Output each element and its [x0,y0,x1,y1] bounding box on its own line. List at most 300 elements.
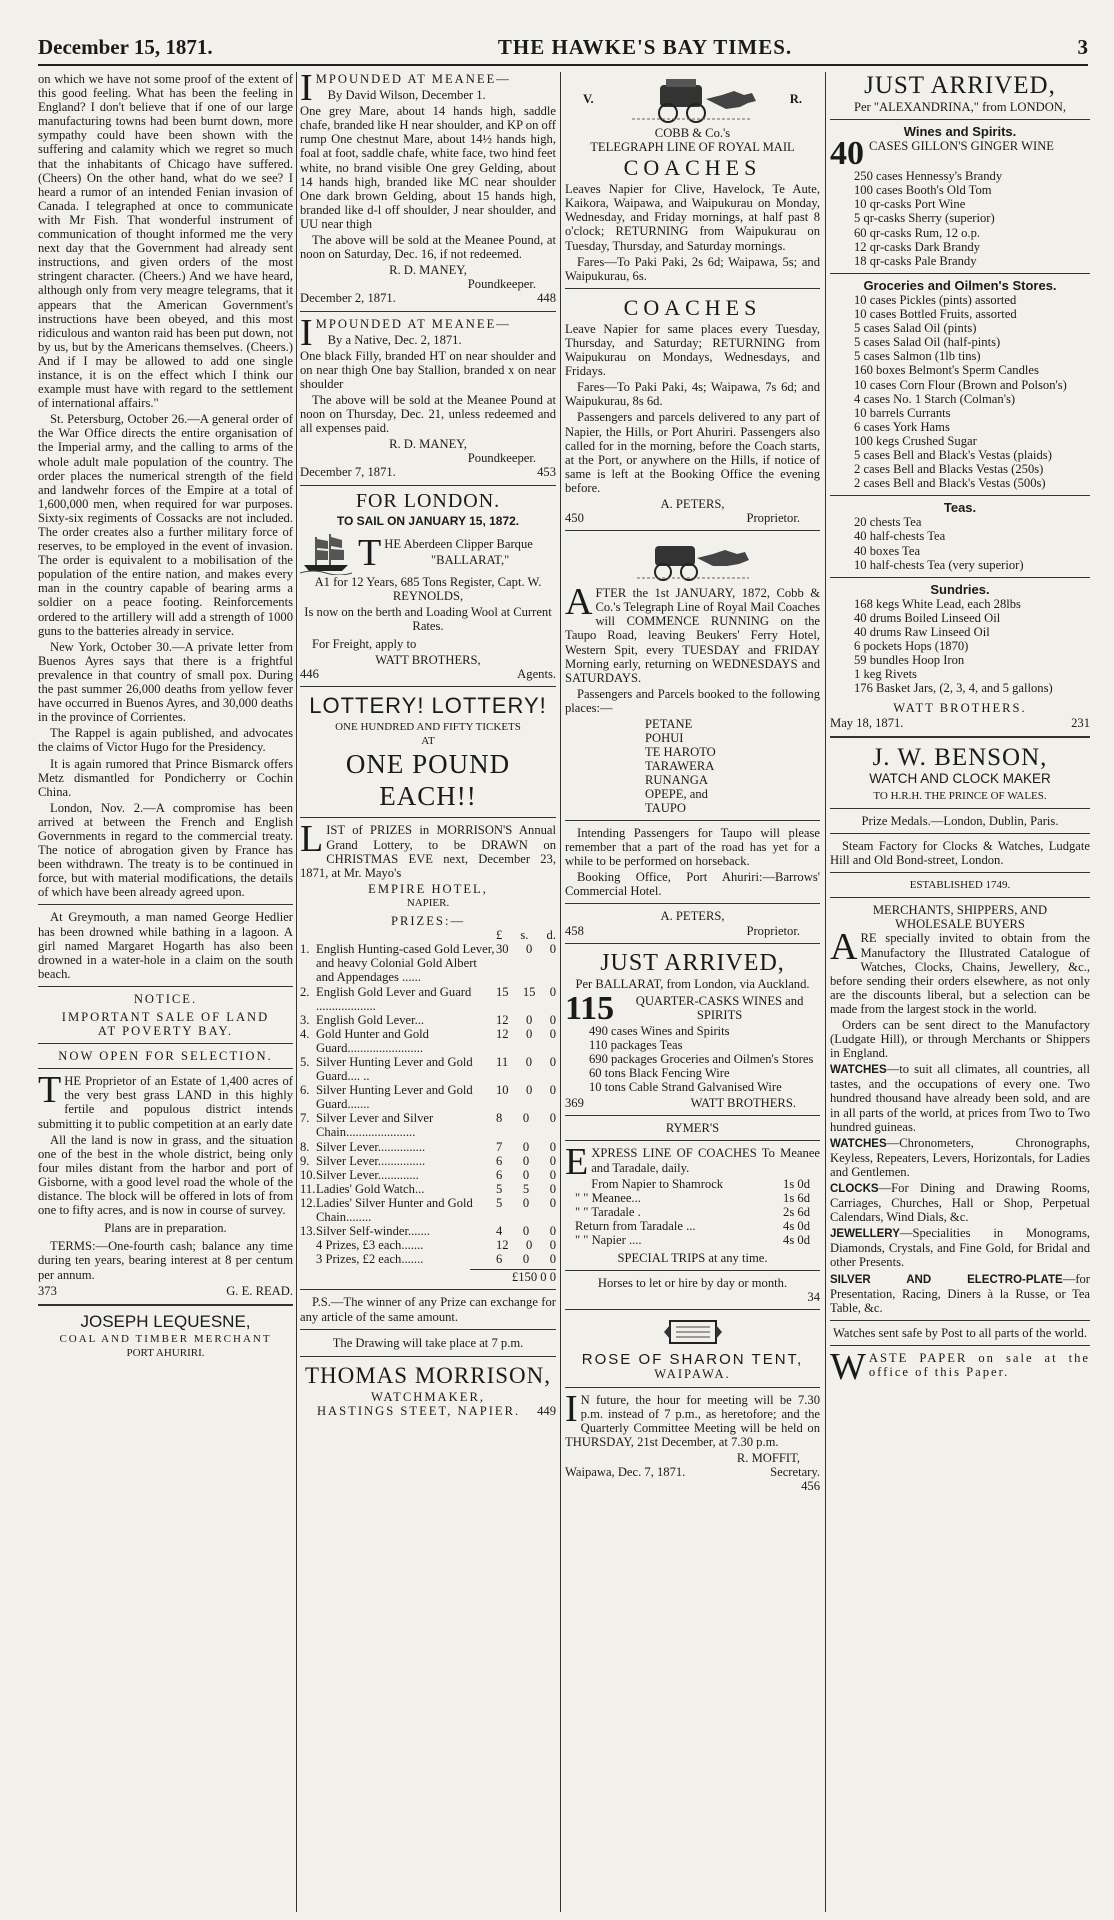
sundry-item: 59 bundles Hoop Iron [854,653,965,668]
divider [38,904,293,905]
pence-header: d. [546,928,556,943]
terms-paragraph: TERMS:—One-fourth cash; balance any time during ten years, bearing interest at 8 per centum per annum. [38,1239,293,1282]
prize-value [496,1027,556,1055]
ad-number: 373 [38,1283,57,1298]
coach-icon [633,536,753,582]
divider [830,273,1090,274]
coach-schedule: Leave Napier for same places every Tuesday, Thursday, and Saturday; RETURNING from Waipukurau on Mondays, Wednesdays, and Fridays. [565,321,820,379]
royal-appointment: TO H.R.H. THE PRINCE OF WALES. [873,789,1047,802]
divider [565,530,820,531]
just-arrived-heading: JUST ARRIVED, [864,72,1056,99]
benson-item-key: WATCHES [830,1137,887,1150]
route-row [591,1177,810,1191]
column-rule [825,72,826,1912]
wine-item: 10 qr-casks Port Wine [854,197,966,212]
signature: R. D. MANEY, [389,437,467,452]
route-fare: 1s 0d [783,1176,810,1191]
lottery-ps: P.S.—The winner of any Prize can exchange for any article of the same amount. [300,1295,556,1324]
impound-sale: The above will be sold at the Meanee Pound at noon on Thursday, Dec. 21, unless redeemed and all expenses paid. [300,392,556,436]
benson-item-text: —Specialities in Monograms, Diamonds, Crystals, and Fine Gold, for Bridal and other Presents. [830,1226,1090,1270]
prize-shillings: 0 [522,1224,530,1239]
groceries-heading: Groceries and Oilmen's Stores. [863,277,1057,293]
grocery-item: 10 cases Corn Flour (Brown and Polson's) [854,377,1067,392]
sundry-item: 40 drums Raw Linseed Oil [854,625,990,639]
article-paragraph: London, Nov. 2.—A compromise has been arrived at between the French and English Governments in regard to the commercial treaty. The notice of abrogation given by France has been withdrawn. The treaty is to be continued in force, but with material modifications, the details of which have been already agreed upon. [38,800,293,900]
benson-trade: WATCH AND CLOCK MAKER [869,770,1051,786]
benson-item [830,1181,1090,1224]
prize-pence: 0 [549,1139,556,1154]
column-rule [296,72,297,1912]
royal-initial: R. [789,91,802,106]
benson-item-key: JEWELLERY [830,1228,900,1241]
lottery-tickets: ONE HUNDRED AND FIFTY TICKETS [335,721,521,734]
merchants-heading: MERCHANTS, SHIPPERS, AND [872,903,1048,918]
prize-value [496,1196,556,1224]
drop-cap: A [565,581,593,624]
lottery-list-intro: IST of PRIZES in MORRISON'S Annual Grand Lottery, to be DRAWN on CHRISTMAS EVE next, December 23, 1871, at Mr. Mayo's [300,823,556,880]
prize-shillings: 0 [526,1012,533,1027]
benson-item-text: —For Dining and Drawing Rooms, Carriages, Churches, Hall or Shop, Perpetual Calendars, Wind Dials, &c. [830,1181,1090,1225]
goods-item: 60 tons Black Fencing Wire [589,1066,730,1081]
town-list [565,717,820,815]
column-4 [830,72,1090,1912]
booking-office: Booking Office, Port Ahuriri:—Barrows' Commercial Hotel. [565,870,820,899]
prizes-heading: PRIZES:— [390,914,466,929]
route-fares [565,1177,820,1247]
ship-icon [300,531,352,575]
prize-pounds: 15 [496,984,509,999]
divider [565,820,820,821]
goods-item: 10 tons Cable Strand Galvanised Wire [589,1080,782,1095]
sundry-item: 1 keg Rivets [854,667,917,682]
column-3 [565,72,820,1912]
prize-row [300,1154,556,1168]
divider [300,1329,556,1330]
impound-heading: MPOUNDED AT MEANEE— [315,316,511,331]
prize-value [496,1154,556,1168]
tea-item: 10 half-chests Tea (very superior) [854,557,1024,572]
prize-shillings: 0 [522,1252,530,1267]
prize-pence: 0 [549,1153,556,1168]
prize-pounds: 7 [496,1139,503,1154]
prize-pounds: 6 [496,1153,503,1168]
column-rule [560,72,561,1912]
merchant-location: PORT AHURIRI. [126,1346,205,1359]
wines-heading: Wines and Spirits. [903,124,1017,140]
drop-cap: E [565,1141,589,1184]
express-line: XPRESS LINE OF COACHES To Meanee and Taradale, daily. [591,1146,820,1175]
grocery-list [830,293,1090,490]
prize-shillings: 0 [526,942,533,957]
plans-note: Plans are in preparation. [104,1221,227,1236]
route-name: " " Napier .... [575,1232,642,1247]
coach-fares: Fares—To Paki Paki, 2s 6d; Waipawa, 5s; and Waipukurau, 6s. [565,254,820,283]
gillon-wine: CASES GILLON'S GINGER WINE [869,139,1054,154]
prize-description: English Gold Lever... [316,1012,425,1027]
impound-by: By David Wilson, December 1. [327,88,486,103]
freight-apply: For Freight, apply to [312,637,417,651]
divider [830,1345,1090,1346]
divider [300,1289,556,1290]
route-name: " " Taradale . [575,1204,641,1219]
wine-item: 250 cases Hennessy's Brandy [854,169,1003,184]
prize-number: 10. [300,1167,316,1182]
selection-heading: NOW OPEN FOR SELECTION. [58,1049,273,1064]
divider [565,1309,820,1310]
coach-parcels: Passengers and parcels delivered to any part of Napier, the Hills, or Port Ahuriri. Passengers also called for in the morning, before the Coach starts, at the Port, or anywhere on the Hills, if notice of same is left at the Booking Office the evening before. [565,410,820,495]
sale-heading: AT POVERTY BAY. [97,1024,234,1039]
divider [300,686,556,687]
watchmaker-trade: WATCHMAKER, [370,1389,485,1404]
article-paragraph: It is again rumored that Prince Bismarck offers Metz dismantled for Pondicherry or Cochin China. [38,756,293,799]
agent-name: WATT BROTHERS. [690,1096,796,1111]
route-row [575,1219,810,1233]
prize-pounds: 12 [496,1012,509,1027]
signature-role: Proprietor. [746,511,800,526]
prize-pence: 0 [549,1195,556,1210]
prize-value [496,985,556,1013]
prize-medals: Prize Medals.—London, Dublin, Paris. [861,813,1059,828]
prize-value [496,1013,556,1027]
drop-cap: L [300,818,324,861]
tea-list [830,515,1090,571]
lottery-price: ONE POUND EACH!! [345,749,511,812]
benson-item-text: —Chronometers, Chronographs, Keyless, Repeaters, Levers, Horizontals, for Ladies and Gentlemen. [830,1135,1090,1179]
impound-heading: MPOUNDED AT MEANEE— [315,72,511,86]
merchant-name: JOSEPH LEQUESNE, [80,1311,251,1331]
article-paragraph: New York, October 30.—A private letter from Buenos Ayres says that there is a frightful prevalence in that country of small pox. During the past summer 26,000 deaths from yellow fever have occurred in Buenos Ayres, and 30,000 deaths in the province of Corrientes. [38,639,293,725]
prize-shillings: 0 [526,1083,533,1098]
drop-cap: I [300,311,313,354]
prize-shillings: 15 [522,984,536,999]
grocery-item: 6 cases York Hams [854,419,950,434]
wine-item: 60 qr-casks Rum, 12 o.p. [854,225,981,240]
prize-pence: 0 [549,942,556,957]
wine-item: 18 qr-casks Pale Brandy [854,253,977,268]
hotel-town: NAPIER. [406,896,450,909]
benson-item-key: WATCHES [830,1064,887,1077]
prize-number: 11. [300,1181,316,1196]
divider [830,808,1090,809]
ship-loading: Is now on the berth and Loading Wool at Current Rates. [304,604,552,633]
prize-shillings: 0 [525,1054,533,1069]
prize-description: English Gold Lever and Guard ................... [316,984,472,1013]
prize-pounds: 12 [496,1238,509,1253]
prize-number: 2. [300,984,310,999]
ad-number: 450 [565,511,584,526]
drop-cap: T [358,531,382,574]
signature-role: Poundkeeper. [467,277,536,292]
ad-date: May 18, 1871. [830,715,904,730]
grocery-item: 2 cases Bell and Black's Vestas (500s) [854,476,1046,491]
prize-pounds: 8 [496,1111,503,1126]
benson-item [830,1226,1090,1269]
prize-pence: 0 [549,1012,556,1027]
post-notice: Watches sent safe by Post to all parts of the world. [833,1325,1087,1340]
ship-details: A1 for 12 Years, 685 Tons Register, Capt. W. REYNOLDS, [314,574,542,603]
shillings-header: s. [520,928,529,943]
wine-list [830,169,1090,268]
cask-count: 115 [565,993,615,1024]
divider [830,736,1090,738]
ship-source: Per BALLARAT, from London, via Auckland. [575,976,810,991]
divider [565,943,820,944]
prize-number [300,1252,316,1266]
grocery-item: 2 cases Bell and Blacks Vestas (250s) [854,462,1044,477]
prize-description: Silver Lever............. [316,1167,419,1182]
sundry-item: 176 Basket Jars, (2, 3, 4, and 5 gallons) [854,681,1053,696]
prize-list [300,942,556,1266]
grocery-item: 10 cases Bottled Fruits, assorted [854,307,1017,322]
prize-pounds: 6 [496,1252,503,1267]
page-number: 3 [1077,35,1088,59]
benson-item-text: —for Presentation, Racing, Diners à la Russe, or Tea Table, &c. [830,1271,1090,1315]
article-paragraph: St. Petersburg, October 26.—A general order of the War Office directs the entire organisation of the Imperial army, and the calling to arms of the whole adult male population of the country. The order places the numerical strength of the field and landwehr forces of the Empire at a total of 1,600,000 men, when required for war purposes. Sixty-six regiments of Cossacks are not included. The order creates also a further military force of reserves, to be employed in the event of invasion. The order is equivalent to a mobilisation of the population of the entire nation, and makes every man in the country capable of bearing arms a soldier on a peace footing. Reinforcements ordered to the artillery will add a strength of 1000 guns to the batteries already in service. [38,412,293,638]
ad-number: 453 [537,465,556,480]
ad-number: 458 [565,923,584,938]
divider [565,1270,820,1271]
ship-intro: HE Aberdeen Clipper Barque [384,536,533,551]
prize-row [300,1013,556,1027]
ad-date: Waipawa, Dec. 7, 1871. [565,1465,686,1479]
divider [38,1304,293,1306]
ad-number: 446 [300,667,319,682]
signature: R. MOFFIT, [736,1450,800,1465]
benson-name: J. W. BENSON, [872,743,1048,771]
impound-by: By a Native, Dec. 2, 1871. [327,332,462,347]
prize-row [300,1168,556,1182]
signature: G. E. READ. [226,1283,293,1298]
prize-shillings: 0 [522,1111,530,1126]
prize-pence: 0 [549,1238,556,1253]
prize-pence: 0 [549,1111,556,1126]
prize-shillings: 0 [522,1139,530,1154]
prize-number: 5. [300,1054,310,1069]
horses-notice: Horses to let or hire by day or month. [597,1276,788,1291]
benson-item-key: SILVER AND ELECTRO-PLATE [830,1273,1063,1286]
divider [300,485,556,486]
coaches-heading: COACHES [623,155,762,181]
town-item: POHUI [645,731,684,745]
prize-pence: 0 [549,1026,556,1041]
sundry-item: 6 pockets Hops (1870) [854,639,969,654]
prize-row [300,942,556,984]
prize-description: 4 Prizes, £3 each....... [316,1238,424,1253]
prize-row [300,1252,556,1266]
drop-cap: I [300,72,313,109]
divider [38,1068,293,1069]
prize-description: Silver Hunting Lever and Gold Guard....... [316,1083,473,1112]
signature: A. PETERS, [660,496,725,511]
impound-sale: The above will be sold at the Meanee Pound, at noon on Saturday, Dec. 16, if not redeemed. [300,233,556,262]
town-item: RUNANGA [645,773,708,787]
drawing-time: The Drawing will take place at 7 p.m. [332,1335,524,1350]
sundry-list [830,597,1090,696]
grocery-item: 10 cases Pickles (pints) assorted [854,292,1017,307]
grocery-item: 160 boxes Belmont's Sperm Candles [854,363,1039,378]
wine-item: 5 qr-casks Sherry (superior) [854,211,995,226]
prize-description: Gold Hunter and Gold Guard........................ [316,1026,429,1055]
divider [38,1043,293,1044]
lottery-at: AT [421,735,435,748]
tent-location: WAIPAWA. [654,1367,731,1382]
benson-item [830,1062,1090,1133]
tea-item: 40 half-chests Tea [854,529,946,544]
route-name: " " Meanee... [575,1190,641,1205]
taupo-notice: FTER the 1st JANUARY, 1872, Cobb & Co.'s Telegraph Line of Royal Mail Coaches will COMMENCE RUNNING on the Taupo Road, leaving Beukers' Ferry Hotel, Western Spit, every TUESDAY and FRIDAY Morning early, returning on WEDNESDAYS and SATURDAYS. [565,586,820,685]
signature-role: Poundkeeper. [467,451,536,466]
route-row [575,1205,810,1219]
agent-role: Agents. [517,667,556,682]
prize-pence: 0 [549,1181,556,1196]
prize-value [496,1140,556,1154]
rymer-heading: RYMER'S [665,1121,720,1136]
prize-shillings: 0 [526,1026,533,1041]
prize-value [496,1224,556,1238]
prize-description: Silver Lever............... [316,1139,426,1154]
sail-date: TO SAIL ON JANUARY 15, 1872. [336,513,520,528]
waste-paper-notice: ASTE PAPER on sale at the office of this Paper. [868,1350,1090,1380]
sale-heading: IMPORTANT SALE OF LAND [61,1010,270,1024]
ad-number: 448 [537,291,556,306]
catalogue-notice: RE specially invited to obtain from the Manufactory the Illustrated Catalogue of Watches, Clocks, Chains, Jewellery, &c., before sending their orders elsewhere, as not only are the discounts liberal, but a selection can be made from the largest stock in the world. [830,931,1090,1016]
masthead [38,36,1088,66]
grocery-item: 100 kegs Crushed Sugar [854,433,977,448]
ship-source: Per "ALEXANDRINA," from LONDON, [853,100,1067,114]
article-paragraph: At Greymouth, a man named George Hedlier has been drowned while bathing in a lagoon. A girl named Margaret Hogarth has also been drowned in a water-hole in a claim on the south beach. [38,910,293,981]
divider [830,872,1090,873]
sundry-item: 168 kegs White Lead, each 28lbs [854,596,1021,611]
grocery-item: 5 cases Salmon (1lb tins) [854,349,981,364]
prize-value [496,1111,556,1139]
divider [830,119,1090,120]
benson-item [830,1136,1090,1179]
prize-value [496,1168,556,1182]
benson-items [830,1062,1090,1315]
drop-cap: T [38,1069,62,1112]
prize-row [300,1182,556,1196]
booked-places: Passengers and Parcels booked to the following places:— [565,686,820,715]
prize-number: 12. [300,1195,316,1210]
prize-pence: 0 [549,1083,556,1098]
town-item: TAUPO [645,801,686,815]
hotel-name: EMPIRE HOTEL, [368,881,488,896]
route-fare: 2s 6d [783,1204,810,1219]
case-count: 40 [830,139,864,170]
prize-pounds: 12 [496,1026,509,1041]
prize-pence: 0 [549,984,556,999]
divider [830,495,1090,496]
wine-item: 100 cases Booth's Old Tom [854,183,992,198]
prize-description: 3 Prizes, £2 each....... [316,1252,424,1267]
signature-role: Secretary. [770,1465,820,1479]
lottery-heading: LOTTERY! LOTTERY! [309,693,547,719]
route-fare: 1s 6d [783,1190,810,1205]
tea-item: 20 chests Tea [854,515,922,530]
ad-number: 369 [565,1096,584,1111]
prize-description: English Hunting-cased Gold Lever, and heavy Colonial Gold Albert and Appendages ...... [316,942,495,985]
impound-body: One black Filly, branded HT on near shoulder and on near thigh One bay Stallion, branded x on near shoulder [300,348,556,391]
grocery-item: 4 cases No. 1 Starch (Colman's) [854,391,1016,406]
prize-value [496,942,556,984]
prize-description: Silver Self-winder....... [316,1224,431,1239]
grocery-item: 5 cases Bell and Black's Vestas (plaids) [854,447,1052,462]
prize-total: £150 0 0 [470,1269,556,1284]
tea-item: 40 boxes Tea [854,543,921,558]
prize-value [496,1083,556,1111]
ad-date: December 7, 1871. [300,465,396,480]
prize-pounds: 5 [496,1195,503,1210]
divider [300,311,556,312]
ad-number: 449 [537,1403,556,1418]
divider [565,1387,820,1388]
prize-row [300,1083,556,1111]
prize-value [496,1252,556,1266]
prize-number: 13. [300,1224,316,1239]
article-paragraph: The Rappel is again published, and advocates the claims of Victor Hugo for the Presidency. [38,726,293,755]
divider [38,986,293,987]
ad-number: 34 [807,1290,820,1305]
telegraph-line: TELEGRAPH LINE OF ROYAL MAIL [590,140,795,155]
goods-list [565,1024,820,1094]
prize-pounds: 4 [496,1224,503,1239]
benson-item [830,1272,1090,1315]
ornament-icon [662,1315,724,1349]
prize-row [300,1224,556,1238]
divider [565,1115,820,1116]
ad-paragraph: HE Proprietor of an Estate of 1,400 acres of the very best grass LAND in this highly fertile and populous district intends submitting it to public competition at an early date [38,1074,293,1131]
newspaper-title: THE HAWKE'S BAY TIMES. [497,35,793,59]
impound-body: One grey Mare, about 14 hands high, saddle chafe, branded like H near shoulder, and KP on off rump One chestnut Mare, about 14½ hands high, foal at foot, saddle chafe, white face, two hind feet white, no brand visible One grey Gelding, about 14 hands high, branded like MC near shoulder One dark brown Gelding, about 15 hands high, branded like d-l off shoulder, J near shoulder, and UU near thigh [300,104,556,231]
teas-heading: Teas. [943,500,977,516]
coach-fares: Fares—To Paki Paki, 4s; Waipawa, 7s 6d; and Waipukurau, 8s 6d. [565,380,820,409]
divider [830,1320,1090,1321]
benson-item-text: —to suit all climates, all countries, all tastes, and the occupations of every one. Two hundred thousand have already been sold, and are in all parts of the world, at prices from Two to Two hundred guineas. [830,1062,1090,1134]
grocery-item: 5 cases Salad Oil (half-pints) [854,335,1001,350]
town-item: TE HAROTO [645,745,716,759]
prize-description: Silver Lever and Silver Chain...................... [316,1111,434,1140]
prize-description: Silver Hunting Lever and Gold Guard.... .. [316,1054,473,1084]
prize-pence: 0 [549,1252,556,1267]
prize-pounds: 5 [496,1181,503,1196]
route-fare: 4s 0d [783,1218,810,1233]
wine-item: 12 qr-casks Dark Brandy [854,239,980,254]
prize-shillings: 0 [522,1195,530,1210]
ad-number: 456 [801,1479,820,1494]
sundry-item: 40 drums Boiled Linseed Oil [854,610,1001,625]
cobb-title: COBB & Co.'s [654,126,731,140]
route-fare: 4s 0d [783,1232,810,1247]
sundries-heading: Sundries. [930,581,990,597]
prize-row [300,1238,556,1252]
prize-description: Silver Lever............... [316,1153,426,1168]
prize-pounds: 6 [496,1167,503,1182]
grocery-item: 5 cases Salad Oil (pints) [854,321,977,336]
route-row [575,1191,810,1205]
divider [565,288,820,289]
merchant-trade: COAL AND TIMBER MERCHANT [59,1332,272,1345]
prize-shillings: 0 [526,1238,533,1253]
prize-value [496,1238,556,1252]
ship-name: "BALLARAT," [430,552,510,567]
royal-initial: V. [583,91,594,106]
agent-name: WATT BROTHERS, [375,653,481,668]
prize-shillings: 0 [522,1153,530,1168]
issue-date: December 15, 1871. [38,35,213,59]
notice-heading: NOTICE. [133,991,198,1006]
ad-number: 231 [1071,715,1090,730]
divider [565,1140,820,1141]
